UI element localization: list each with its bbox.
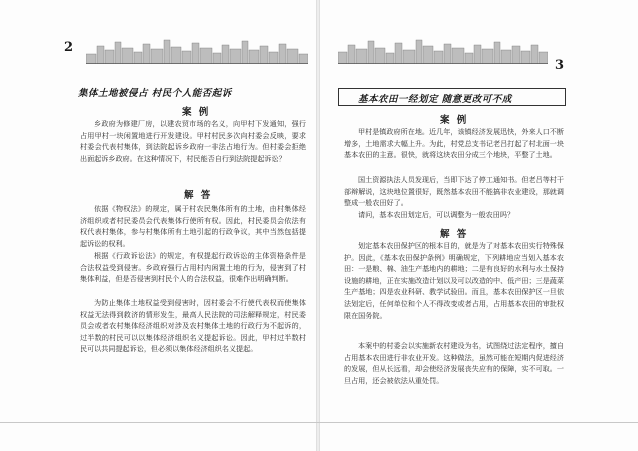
page-number: 3 <box>555 58 565 73</box>
answer-paragraph-2: 本案中的村委会以实施新农村建设为名，试图绕过法定程序，擅自占用基本农田进行非农业开发。这种做法，虽然可能在短期内促进经济的发展，但从长远看，却会使经济发展丧失应有的保障，实不可取。一旦占用，还会被依法从重处罚。 <box>344 341 564 385</box>
case-paragraph-3: 请问，基本农田划定后，可以调整为一般农田吗？ <box>358 210 515 219</box>
answer-paragraph-1: 依据《物权法》的规定，属于村农民集体所有的土地，由村集体经济组织或者村民委员会代表集体行使所有权。因此，村民委员会依法有权代表村集体，参与村集体所有土地引起的行政争议，其中当然包括提起诉讼的权利。 <box>80 204 306 248</box>
page-number: 2 <box>64 40 74 55</box>
case-paragraph-2: 国土资源执法人员发现后，当即下达了停工通知书。但老吕等村干部辩解说，这块地位置很好，既然基本农田不能搞非农业建设，那就调整成一般农田好了。 <box>344 175 564 208</box>
answer-paragraph-1: 划定基本农田保护区的根本目的，就是为了对基本农田实行特殊保护。因此，《基本农田保护条例》明确规定，下列耕地应当划入基本农田：一是粮、棉、油生产基地内的耕地；二是有良好的水利与水土保持设施的耕地，正在实施改造计划以及可以改造的中、低产田；三是蔬菜生产基地；四是农业科研、教学试验田。而且，基本农田保护区一旦依法划定后，任何单位和个人不得改变或者占用，占用基本农田的审批权限在国务院。 <box>344 241 564 320</box>
right-page <box>320 0 638 451</box>
case-heading: 案 例 <box>182 107 211 118</box>
case-heading: 案 例 <box>440 115 469 126</box>
case-paragraph: 乡政府为修建厂房，以建农贸市场的名义，向甲村下发通知，强行占用甲村一块闲置地进行开发建设。甲村村民多次向村委会反映，要求村委会代表村集体，到法院起诉乡政府一非法占地行为。但村委会拒绝出面起诉乡政府。在这种情况下，村民能否自行到法院提起诉讼？ <box>80 119 306 163</box>
scan-edge-line <box>0 422 638 423</box>
article-title: 集体土地被侵占 村民个人能否起诉 <box>78 88 232 99</box>
case-paragraph-1: 甲村是镇政府所在地。近几年，该镇经济发展迅快，外来人口不断增多，土地需求大幅上升。为此，村党总支书记老吕打起了村北面一块基本农田的主意。很快，就将这块农田分成三个地块，平整了土地。 <box>344 127 564 160</box>
answer-paragraph-3: 为防止集体土地权益受到侵害时，因村委会不行使代表权而使集体权益无法得到救济的情形发生，最高人民法院的司法解释规定，村民委员会或者农村集体经济组织对涉及农村集体土地的行政行为不起诉的，过半数的村民可以以集体经济组织名义提起诉讼。因此，甲村过半数村民可以共同提起诉讼，但必须以集体经济组织名义提起。 <box>80 298 306 354</box>
skyline-header-graphic <box>338 36 548 64</box>
answer-paragraph-2: 根据《行政诉讼法》的规定，有权提起行政诉讼的主体资格条件是合法权益受到侵害。乡政府强行占用村内闲置土地的行为，侵害到了村集体利益，但是否侵害到村民个人的合法权益，很难作出明确判断。 <box>80 251 306 284</box>
skyline-header-graphic <box>86 36 308 64</box>
answer-heading: 解 答 <box>440 229 469 240</box>
answer-heading: 解 答 <box>184 190 213 201</box>
left-page <box>0 0 318 451</box>
article-title: 基本农田一经划定 随意更改可不成 <box>358 94 512 105</box>
